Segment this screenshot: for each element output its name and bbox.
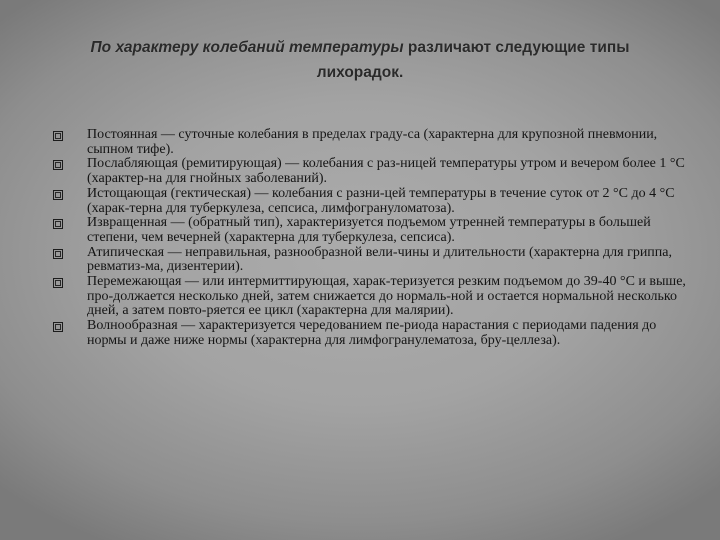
list-item (50, 275, 690, 319)
list-item (50, 157, 690, 186)
bullet-icon (53, 322, 63, 332)
list-item (50, 216, 690, 245)
bullet-icon (53, 160, 63, 170)
list-item-text: Перемежающая — или интермиттирующая, харак-теризуется резким подъемом до 39-40 °С и выше, про-должается несколько дней, затем снижается до нормаль-ной и остается нормальной несколько дней, а затем повто-ряется ее цикл (характерна для малярии). (87, 274, 686, 319)
bullet-icon (53, 249, 63, 259)
bullet-icon (53, 219, 63, 229)
list-item (50, 246, 690, 275)
list-item-text: Извращенная — (обратный тип), характеризуется подъемом утренней температуры в большей степени, чем вечерней (характерна для туберкулеза, сепсиса). (87, 215, 651, 245)
list-item (50, 128, 690, 157)
bullet-icon (53, 190, 63, 200)
bullet-icon (53, 131, 63, 141)
slide-title-rest: различают следующие типы лихорадок. (316, 39, 630, 81)
bullet-list (50, 128, 690, 349)
list-item-text: Послабляющая (ремитирующая) — колебания с раз-ницей температуры утром и вечером более 1 °С (характер-на для гнойных заболеваний). (87, 156, 685, 187)
list-item-text: Постоянная — суточные колебания в пределах граду-са (характерна для крупозной пневмонии, сыпном тифе). (87, 127, 658, 157)
list-item (50, 319, 690, 348)
list-item-text: Истощающая (гектическая) — колебания с разни-цей температуры в течение суток от 2 °С до 4 °С (харак-терна для туберкулеза, сепсиса, лимфогрануломатоза). (87, 185, 675, 216)
list-item-text: Атипическая — неправильная, разнообразной вели-чины и длительности (характерна для гриппа, ревматиз-ма, дизентерии). (87, 244, 673, 275)
slide-title-italic: По характеру колебаний температуры (90, 39, 404, 56)
slide-title (60, 35, 660, 85)
bullet-icon (53, 278, 63, 288)
list-item-text: Волнообразная — характеризуется чередованием пе-риода нарастания с периодами падения до нормы и даже ниже нормы (характерна для лимфогранулематоза, бру-целлеза). (87, 318, 657, 348)
list-item (50, 187, 690, 216)
